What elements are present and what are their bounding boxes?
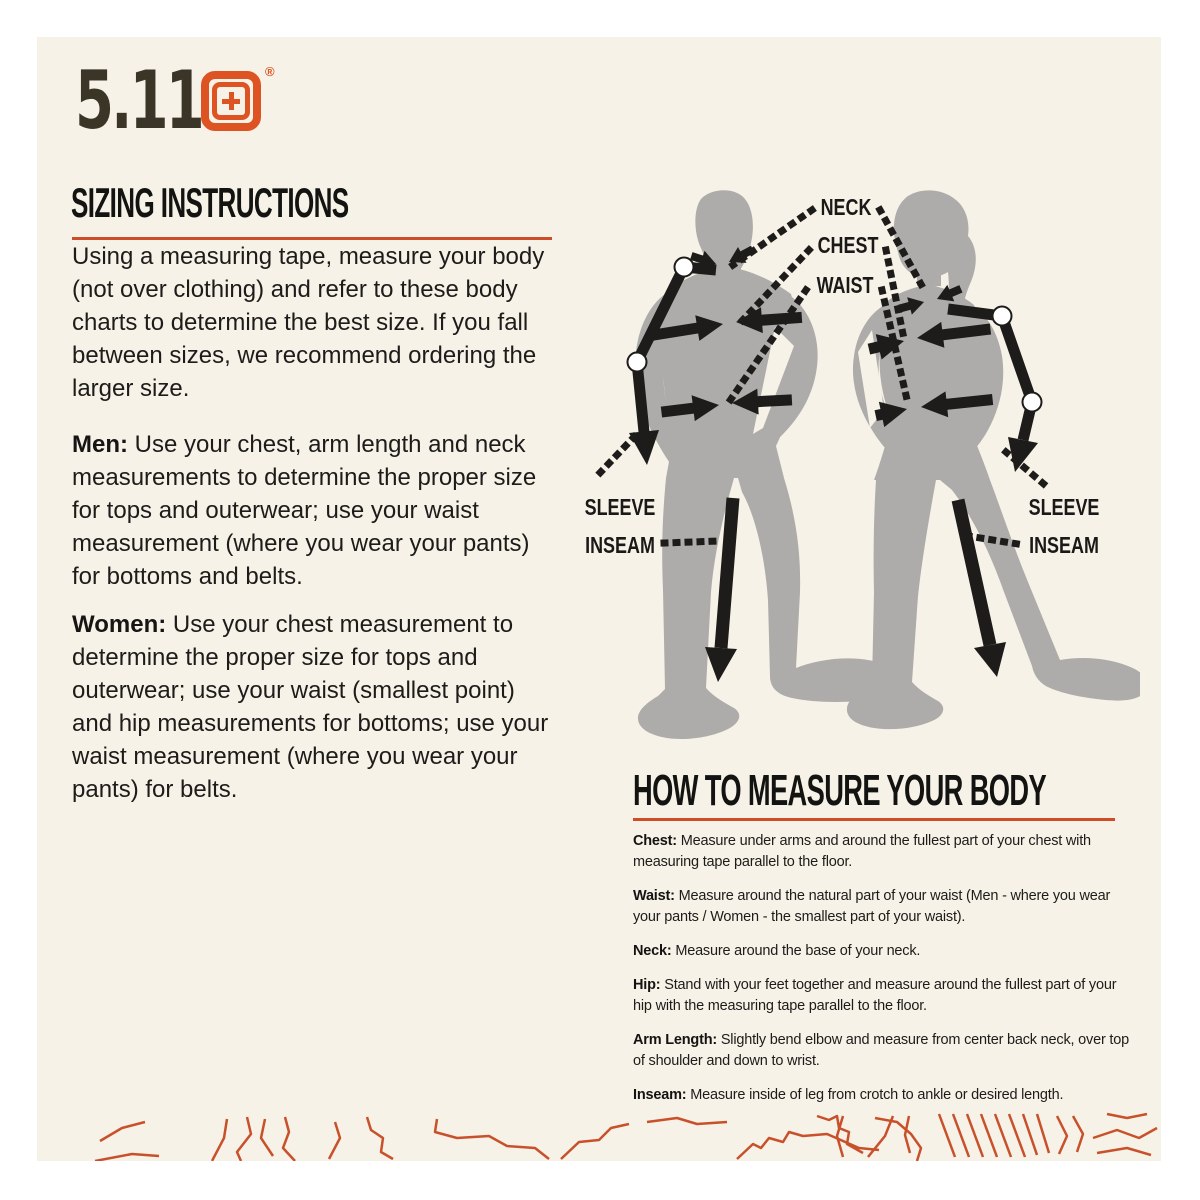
sizing-title-wrap bbox=[71, 179, 519, 226]
men-text: Use your chest, arm length and neck measurements to determine the proper size for tops and outerwear; use your waist measurement (where you wear your pants) for bottoms and belts. bbox=[72, 431, 537, 590]
men-paragraph bbox=[72, 428, 558, 593]
sleeve-label-right: SLEEVE bbox=[1028, 494, 1100, 520]
measure-desc: Slightly bend elbow and measure from center back neck, over top of shoulder and down to wrist. bbox=[633, 1032, 1129, 1069]
men-term: Men: bbox=[72, 431, 128, 458]
sleeve-label-left: SLEEVE bbox=[584, 494, 656, 520]
measure-title-rule bbox=[633, 818, 1115, 821]
logo-plus-icon bbox=[201, 71, 261, 131]
measure-term: Inseam: bbox=[633, 1087, 687, 1103]
measure-term: Chest: bbox=[633, 833, 677, 849]
intro-paragraph: Using a measuring tape, measure your body (not over clothing) and refer to these body charts to determine the best size. If you fall between sizes, we recommend ordering the larger size. bbox=[72, 243, 545, 402]
measure-desc: Stand with your feet together and measure around the fullest part of your hip with the measuring tape parallel to the floor. bbox=[633, 977, 1117, 1014]
measure-desc: Measure under arms and around the fullest part of your chest with measuring tape parallel to the floor. bbox=[633, 833, 1091, 870]
measure-item-hip bbox=[633, 975, 1133, 1017]
measure-desc: Measure around the base of your neck. bbox=[671, 943, 921, 959]
measure-desc: Measure inside of leg from crotch to ankle or desired length. bbox=[686, 1087, 1064, 1103]
measure-list bbox=[633, 831, 1133, 1119]
page-title: SIZING INSTRUCTIONS bbox=[71, 179, 349, 226]
measure-item-chest bbox=[633, 831, 1133, 873]
chest-label: CHEST bbox=[817, 232, 879, 258]
brand-logo bbox=[75, 54, 275, 147]
neck-label: NECK bbox=[820, 194, 872, 220]
women-text: Use your chest measurement to determine the proper size for tops and outerwear; use your waist (smallest point) and hip measurements for bottoms; use your waist measurement (where you wear your pants) for belts. bbox=[72, 611, 549, 803]
measure-term: Neck: bbox=[633, 943, 672, 959]
waist-label: WAIST bbox=[816, 272, 874, 298]
measure-term: Waist: bbox=[633, 888, 675, 904]
inseam-label-left: INSEAM bbox=[585, 532, 655, 558]
body-measurement-diagram bbox=[540, 175, 1140, 765]
measure-item-arm-length bbox=[633, 1030, 1133, 1072]
measure-item-neck bbox=[633, 941, 1133, 962]
measure-item-waist bbox=[633, 886, 1133, 928]
women-term: Women: bbox=[72, 611, 167, 638]
registered-trademark: ® bbox=[265, 64, 275, 79]
inseam-label-right: INSEAM bbox=[1029, 532, 1099, 558]
measure-term: Arm Length: bbox=[633, 1032, 717, 1048]
measure-term: Hip: bbox=[633, 977, 661, 993]
logo-text: 5.11 bbox=[75, 54, 202, 147]
measure-item-inseam bbox=[633, 1085, 1133, 1106]
measure-section-title: HOW TO MEASURE YOUR BODY bbox=[633, 766, 1047, 815]
measure-desc: Measure around the natural part of your waist (Men - where you wear your pants / Women - the smallest part of your waist). bbox=[633, 888, 1111, 925]
measure-title-wrap bbox=[633, 766, 1200, 815]
topo-pattern bbox=[37, 1107, 1161, 1161]
sleeve-connector-left bbox=[597, 437, 634, 476]
women-paragraph bbox=[72, 608, 558, 806]
